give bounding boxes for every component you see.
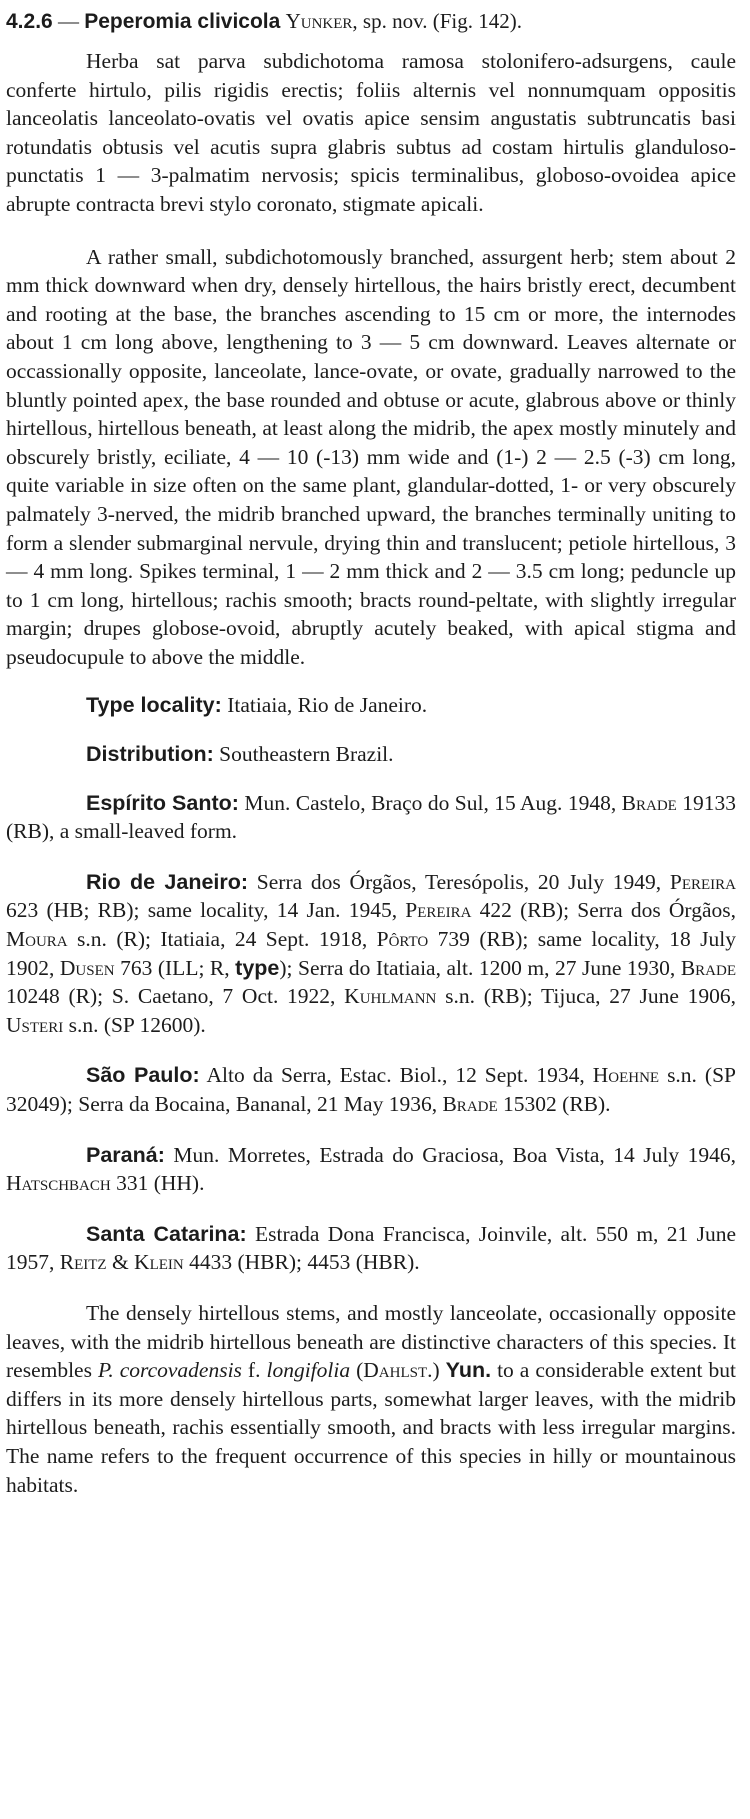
state-label: Paraná: xyxy=(86,1142,165,1167)
type-locality xyxy=(6,691,736,720)
collector-name: Reitz & Klein xyxy=(59,1250,184,1275)
specimen-text: Mun. Morretes, Estrada do Graciosa, Boa Vista, 14 July 1946, xyxy=(164,1142,736,1167)
state-label: Santa Catarina: xyxy=(86,1221,247,1246)
specimen-text: 763 (ILL; R, xyxy=(114,955,236,980)
type-locality-value: Itatiaia, Rio de Janeiro. xyxy=(221,693,428,718)
specimen-text: Estrada Dona Francisca, Joinvile, alt. 550 m, 21 June 1957, xyxy=(6,1221,736,1275)
specimen-text: s.n. (R); Itatiaia, 24 Sept. 1918, xyxy=(67,927,377,952)
collector-name: Brade xyxy=(442,1092,498,1116)
species-heading xyxy=(6,6,736,37)
type-specimen-marker: type xyxy=(235,955,280,980)
discussion-text: ( xyxy=(350,1358,364,1383)
specimen-text: 623 (HB; RB); same locality, 14 Jan. 1945, xyxy=(6,898,406,923)
heading-rest: , sp. nov. (Fig. 142). xyxy=(352,9,522,33)
specimens-sao-paulo xyxy=(6,1061,736,1118)
collector-name: Dusen xyxy=(59,955,115,980)
specimen-text: ); Serra do Itatiaia, alt. 1200 m, 27 June 1930, xyxy=(279,955,681,980)
distribution xyxy=(6,740,736,769)
specimen-text: Serra dos Órgãos, Teresópolis, 20 July 1949, xyxy=(248,869,670,894)
species-author: Yunker xyxy=(285,9,353,33)
specimen-text: 331 (HH). xyxy=(110,1171,205,1196)
document-page xyxy=(6,6,736,1499)
forma-reference: longifolia xyxy=(266,1358,351,1383)
specimen-text: 739 (RB); same locality, 18 July 1902, xyxy=(6,927,736,980)
collector-name: Hatschbach xyxy=(6,1171,111,1196)
collector-name: Moura xyxy=(6,927,68,952)
specimen-text: 15302 (RB). xyxy=(497,1092,611,1116)
collector-name: Pereira xyxy=(669,869,736,894)
specimen-text: s.n. (SP 32049); Serra da Bocaina, Bananal, 21 May 1936, xyxy=(6,1063,736,1116)
author-name: Dahlst. xyxy=(363,1358,433,1383)
specimen-text: 19133 (RB), a small-leaved form. xyxy=(6,790,737,844)
specimens-santa-catarina xyxy=(6,1220,736,1277)
state-label: Rio de Janeiro: xyxy=(86,869,249,894)
heading-dash: — xyxy=(52,9,85,33)
discussion-text: ) xyxy=(432,1358,446,1383)
specimens-espirito-santo xyxy=(6,789,736,846)
distribution-value: Southeastern Brazil. xyxy=(213,742,394,767)
distribution-label: Distribution: xyxy=(86,742,214,767)
state-label: Espírito Santo: xyxy=(86,790,239,815)
specimens-parana xyxy=(6,1141,736,1198)
specimen-text: Mun. Castelo, Braço do Sul, 15 Aug. 1948, xyxy=(238,790,622,815)
author-name: Yun. xyxy=(445,1358,492,1383)
specimen-text: 4433 (HBR); 4453 (HBR). xyxy=(183,1250,420,1275)
specimens-rio-de-janeiro xyxy=(6,868,736,1040)
specimen-text: s.n. (SP 12600). xyxy=(63,1012,206,1037)
collector-name: Usteri xyxy=(6,1012,64,1037)
discussion-paragraph xyxy=(6,1299,736,1499)
english-description: A rather small, subdichotomously branched, assurgent herb; stem about 2 mm thick downward when dry, densely hirtellous, the hairs bristly erect, decumbent and rooting at the base, the branches ascending to 15 cm or more, the internodes about 1 cm long above, lengthening to 3 — 5 cm downward. Leaves alternate or occassionally opposite, lanceolate, lance-ovate, or ovate, gradually narrowed to the bluntly pointed apex, the base rounded and obtuse or acute, glabrous above or thinly hirtellous, hirtellous beneath, at least along the midrib, the apex mostly minutely and obscurely bristly, eciliate, 4 — 10 (-13) mm wide and (1-) 2 — 2.5 (-3) cm long, quite variable in size often on the same plant, glandular-dotted, 1- or very obscurely palmately 3-nerved, the midrib branched upward, the branches terminally uniting to form a slender submarginal nervule, drying thin and translucent; petiole hirtellous, 3 — 4 mm long. Spikes terminal, 1 — 2 mm thick and 2 — 3.5 cm long; peduncle up to 1 cm long, hirtellous; rachis smooth; bracts round-peltate, with slightly irregular margin; drupes globose-ovoid, abruptly acutely beaked, with apical stigma and pseudocupule to above the middle. xyxy=(6,244,736,669)
state-label: São Paulo: xyxy=(86,1063,200,1088)
specimen-text: 422 (RB); Serra dos Órgãos, xyxy=(471,898,736,923)
collector-name: Hoehne xyxy=(592,1063,660,1088)
collector-name: Kuhlmann xyxy=(344,984,437,1009)
discussion-text: to a considerable extent but differs in its more densely hirtellous parts, somewhat larger leaves, with the midrib hirtellous beneath, rachis essentially smooth, and bracts with less irregular margins. The name refers to the frequent occurrence of this species in hilly or mountainous habitats. xyxy=(6,1358,737,1497)
discussion-text: The densely hirtellous stems, and mostly lanceolate, occasionally opposite leaves, with the midrib hirtellous beneath are distinctive characters of this species. It resembles xyxy=(6,1300,736,1383)
specimen-text: Alto da Serra, Estac. Biol., 12 Sept. 1934, xyxy=(199,1063,593,1088)
latin-description: Herba sat parva subdichotoma ramosa stolonifero-adsurgens, caule conferte hirtulo, pilis rigidis erectis; foliis alternis vel nonnumquam oppositis lanceolatis lanceolato-ovatis vel ovatis apice sensim angustatis subtruncatis basi rotundatis obtusis vel acutis supra glabris subtus ad costam hirtulis glanduloso-punctatis 1 — 3-palmatim nervosis; spicis terminalibus, globoso-ovoidea apice abrupte contracta brevi stylo coronato, stigmate apicali. xyxy=(6,49,736,216)
collector-name: Brade xyxy=(621,790,677,815)
species-name: Peperomia clivicola xyxy=(84,10,281,33)
specimen-text: 10248 (R); S. Caetano, 7 Oct. 1922, xyxy=(6,984,345,1009)
collector-name: Pereira xyxy=(405,898,472,923)
discussion-text: f. xyxy=(241,1358,267,1383)
species-reference: P. corcovadensis xyxy=(97,1358,242,1383)
specimen-text: s.n. (RB); Tijuca, 27 June 1906, xyxy=(436,984,737,1009)
collector-name: Pôrto xyxy=(376,927,429,952)
section-number: 4.2.6 xyxy=(6,10,53,33)
type-locality-label: Type locality: xyxy=(86,693,222,718)
collector-name: Brade xyxy=(680,955,736,980)
